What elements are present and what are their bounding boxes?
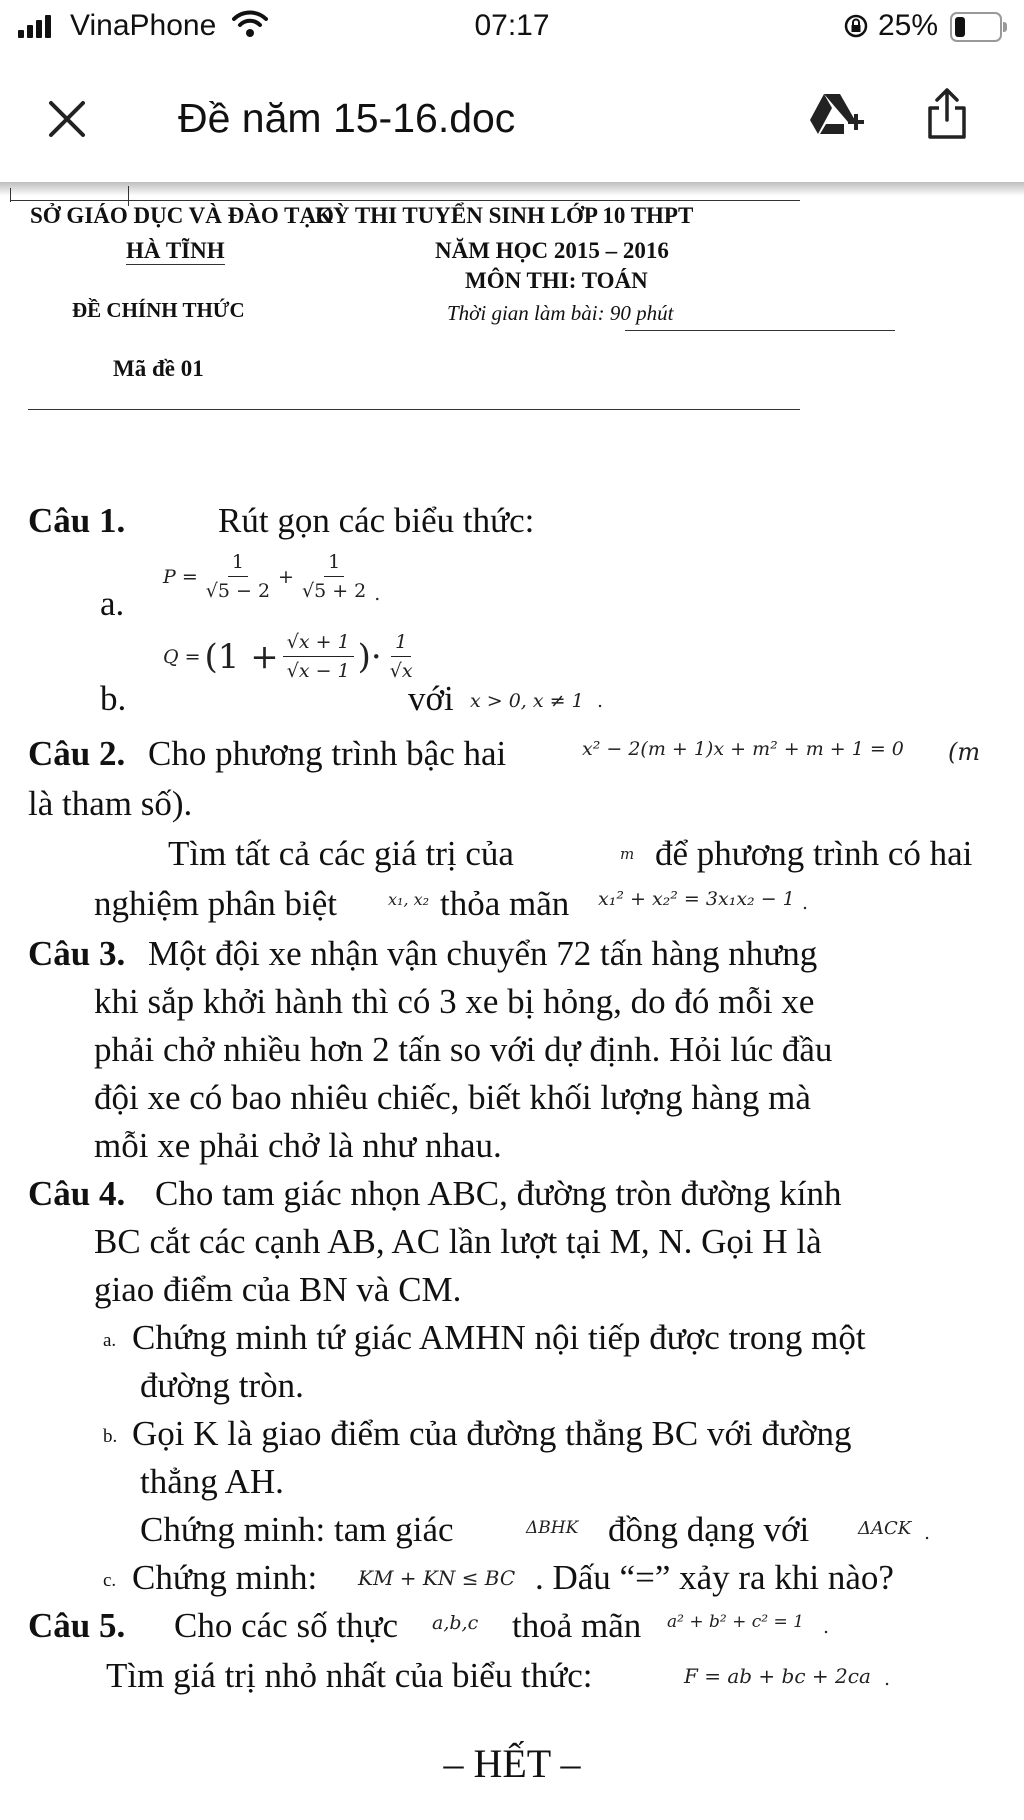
battery-percent: 25% [878, 9, 939, 42]
clock: 07:17 [474, 9, 550, 42]
close-icon[interactable] [48, 100, 86, 143]
q4a-label: a. [103, 1330, 117, 1351]
q1b-label: b. [100, 679, 127, 718]
viewer-header [0, 52, 1024, 182]
q5-condition: a² + b² + c² = 1 [667, 1612, 804, 1632]
carrier-name: VinaPhone [70, 9, 217, 42]
status-bar [0, 0, 1024, 52]
q2-m: m [620, 845, 635, 863]
subject: MÔN THI: TOÁN [465, 268, 648, 293]
q1b-with: với [408, 679, 454, 718]
battery-icon [950, 12, 1002, 42]
q2-condition: x₁² + x₂² = 3x₁x₂ − 1 [598, 888, 795, 910]
q3-line: phải chở nhiều hơn 2 tấn so với dự định. Hỏi lúc đầu [94, 1030, 833, 1069]
q2-text5: nghiệm phân biệt [94, 884, 338, 923]
q1a-expression: P = $\frac{1}{√5 - 2}$ + $\frac{1}{√5 + 2}$ . [163, 548, 380, 605]
q5-text3: Tìm giá trị nhỏ nhất của biểu thức: [106, 1656, 593, 1695]
q4a-line2: đường tròn. [140, 1366, 304, 1405]
q1b-expression: Q = (1 + $\frac{√x + 1}{√x - 1}$ )· $\frac{1}{√x}$ [163, 628, 417, 685]
q5-vars: a,b,c [432, 1612, 479, 1634]
q3-line: khi sắp khởi hành thì có 3 xe bị hỏng, do đó mỗi xe [94, 982, 815, 1021]
q2-text1: Cho phương trình bậc hai [148, 734, 507, 773]
exam-code: Mã đề 01 [113, 356, 204, 381]
q4-line2: BC cắt các cạnh AB, AC lần lượt tại M, N. Gọi H là [94, 1222, 822, 1261]
rotation-lock-icon [843, 13, 869, 44]
q3-line: mỗi xe phải chở là như nhau. [94, 1126, 502, 1165]
q1b-end: . [597, 690, 604, 712]
q4b-mid: đồng dạng với [608, 1510, 810, 1549]
q4b-line2: thẳng AH. [140, 1462, 284, 1501]
q1b-condition: x > 0, x ≠ 1 [470, 690, 584, 712]
q5-text1: Cho các số thực [174, 1606, 399, 1645]
q2-text3: Tìm tất cả các giá trị của [168, 834, 514, 873]
q4b-label: b. [103, 1426, 118, 1447]
q3-label: Câu 3. [28, 934, 126, 973]
q2-text4: để phương trình có hai [655, 834, 973, 873]
q5-end1: . [823, 1616, 830, 1638]
school-year: NĂM HỌC 2015 – 2016 [435, 238, 669, 263]
end-marker: – HẾT – [443, 1741, 581, 1786]
q4-label: Câu 4. [28, 1174, 126, 1213]
q4c-text2: . Dấu “=” xảy ra khi nào? [535, 1558, 894, 1597]
q3-line: Một đội xe nhận vận chuyển 72 tấn hàng nhưng [148, 934, 818, 973]
q5-expression: F = ab + bc + 2ca [684, 1664, 871, 1688]
q4b-line1: Gọi K là giao điểm của đường thẳng BC với đường [132, 1414, 852, 1453]
share-icon[interactable] [925, 88, 969, 145]
exam-name: KỲ THI TUYỂN SINH LỚP 10 THPT [315, 203, 694, 228]
q5-end2: . [884, 1668, 891, 1690]
q4b-line3: Chứng minh: tam giác [140, 1510, 454, 1549]
official-label: ĐỀ CHÍNH THỨC [72, 298, 245, 322]
q4b-triangle1: ΔBHK [526, 1518, 579, 1538]
q5-label: Câu 5. [28, 1606, 126, 1645]
q1-text: Rút gọn các biểu thức: [218, 501, 535, 540]
q4b-end: . [924, 1522, 931, 1544]
q2-paren: (m [948, 738, 981, 766]
province-name: HÀ TĨNH [126, 238, 225, 263]
q4c-inequality: KM + KN ≤ BC [358, 1566, 516, 1590]
q2-roots: x₁, x₂ [388, 890, 430, 909]
q4c-text1: Chứng minh: [132, 1558, 318, 1597]
document-title: Đề năm 15-16.doc [178, 95, 516, 141]
q2-equation: x² − 2(m + 1)x + m² + m + 1 = 0 [582, 738, 904, 760]
q5-text2: thoả mãn [512, 1606, 642, 1645]
department-name: SỞ GIÁO DỤC VÀ ĐÀO TẠO [30, 203, 334, 228]
q4-line3: giao điểm của BN và CM. [94, 1270, 462, 1309]
add-to-drive-icon[interactable] [808, 92, 868, 143]
q1-label: Câu 1. [28, 501, 126, 540]
q3-line: đội xe có bao nhiêu chiếc, biết khối lượng hàng mà [94, 1078, 811, 1117]
q4b-triangle2: ΔACK [858, 1518, 912, 1539]
q4-line1: Cho tam giác nhọn ABC, đường tròn đường kính [155, 1174, 842, 1213]
header-shadow [0, 182, 1024, 196]
q2-end: . [802, 892, 809, 914]
q2-text6: thỏa mãn [440, 884, 570, 923]
q2-label: Câu 2. [28, 734, 126, 773]
time-limit: Thời gian làm bài: 90 phút [447, 301, 674, 325]
q1a-label: a. [100, 584, 125, 623]
q4a-line1: Chứng minh tứ giác AMHN nội tiếp được trong một [132, 1318, 866, 1357]
q2-text2: là tham số). [28, 784, 193, 823]
q4c-label: c. [103, 1570, 117, 1591]
